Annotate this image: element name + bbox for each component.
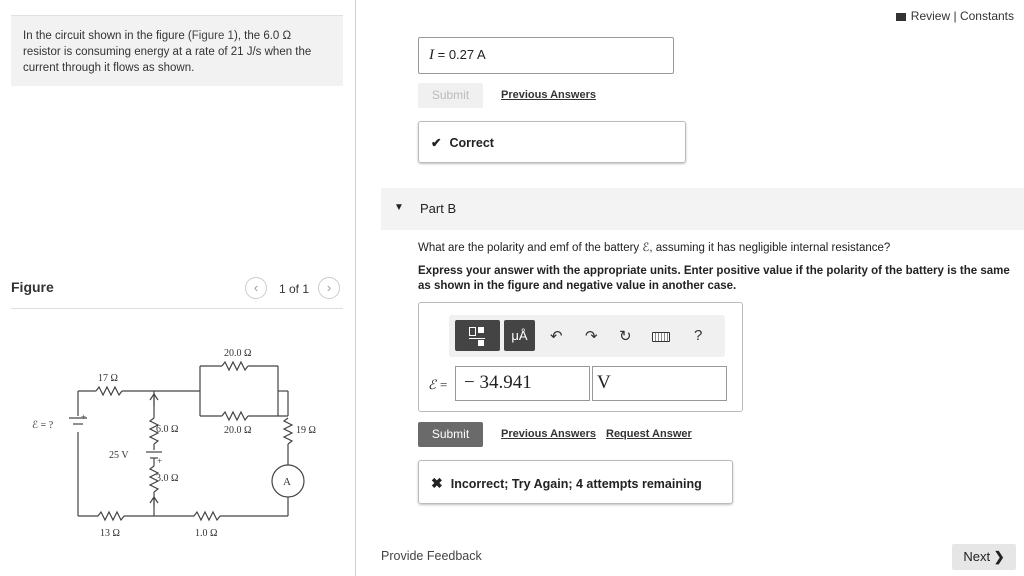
plus-sign-battery: + [81, 412, 87, 422]
part-a-feedback-text: Correct [449, 136, 494, 150]
part-b-previous-answers-link[interactable]: Previous Answers [501, 428, 596, 440]
part-b-title: Part B [420, 201, 457, 216]
label-r20-mid: 20.0 Ω [224, 425, 252, 436]
figure-link[interactable]: Figure 1 [191, 30, 234, 42]
label-r19: 19 Ω [296, 425, 316, 436]
part-b-header[interactable] [381, 188, 1024, 230]
provide-feedback-link[interactable]: Provide Feedback [381, 549, 482, 563]
constants-link[interactable]: Constants [959, 9, 1014, 23]
figure-title: Figure [11, 279, 54, 295]
part-b-instructions: Express your answer with the appropriate units. Enter positive value if the polarity of the battery is the same as shown in the figure and negative value in another case. [418, 265, 1010, 292]
redo-icon[interactable]: ↷ [585, 328, 598, 345]
part-a-feedback [418, 121, 686, 163]
part-a-value: 0.27 A [448, 47, 486, 62]
emf-variable-label: ℰ = [428, 377, 448, 392]
left-panel [0, 0, 356, 576]
next-label: Next [963, 549, 991, 564]
book-icon [896, 13, 908, 21]
emf-value-input[interactable]: − 34.941 [455, 366, 590, 401]
chevron-right-icon[interactable]: › [318, 277, 340, 299]
keyboard-icon[interactable] [652, 329, 670, 346]
figure-header [11, 277, 343, 309]
part-a-submit-button[interactable]: Submit [418, 83, 483, 108]
reset-icon[interactable]: ↻ [619, 328, 632, 345]
circuit-diagram [28, 338, 328, 548]
answer-editor [418, 302, 743, 412]
problem-statement [11, 15, 343, 86]
units-button[interactable]: μÅ [504, 320, 535, 351]
label-emf: ℰ = ? [32, 420, 54, 431]
label-r6: 6.0 Ω [156, 424, 179, 435]
review-link[interactable]: Review [910, 9, 951, 23]
emf-unit-input[interactable]: V [592, 366, 727, 401]
review-constants [896, 9, 1014, 23]
part-b-feedback-text: Incorrect; Try Again; 4 attempts remaining [450, 477, 702, 491]
part-a-previous-answers-link[interactable]: Previous Answers [501, 89, 596, 101]
label-25v: 25 V [109, 450, 129, 461]
right-panel [357, 0, 1024, 576]
problem-text-1: In the circuit shown in the figure ( [23, 30, 192, 42]
part-a-equals: = [434, 47, 449, 62]
caret-down-icon[interactable]: ▼ [394, 202, 404, 213]
part-b-question: What are the polarity and emf of the battery ℰ, assuming it has negligible internal resistance? [418, 242, 891, 254]
help-button[interactable]: ? [694, 327, 703, 344]
part-b-submit-button[interactable]: Submit [418, 422, 483, 447]
problem-text-2: ), the 6.0 Ω resistor is consuming energy at a rate of 21 J/s when the current through it flows as shown. [23, 30, 312, 74]
label-r13: 13 Ω [100, 528, 120, 539]
templates-button[interactable] [455, 320, 500, 351]
ammeter-label: A [283, 476, 291, 488]
x-icon: ✖ [431, 475, 443, 491]
label-r1: 1.0 Ω [195, 528, 218, 539]
templates-icon [469, 327, 476, 336]
part-a-variable: I [429, 47, 434, 63]
next-button[interactable] [952, 544, 1016, 570]
undo-icon[interactable]: ↶ [550, 328, 563, 345]
separator: | [953, 9, 957, 23]
label-r20-top: 20.0 Ω [224, 348, 252, 359]
label-r3: 3.0 Ω [156, 473, 179, 484]
chevron-left-icon[interactable]: ‹ [245, 277, 267, 299]
part-b-request-answer-link[interactable]: Request Answer [606, 428, 692, 440]
part-a-answer-field[interactable] [418, 37, 674, 74]
editor-toolbar [449, 315, 725, 357]
label-r17: 17 Ω [98, 373, 118, 384]
plus-sign-25v: + [157, 456, 163, 466]
check-icon: ✔ [431, 136, 442, 150]
chevron-right-icon: ❯ [993, 549, 1005, 564]
part-b-feedback [418, 460, 733, 504]
figure-pager: 1 of 1 [279, 282, 310, 296]
